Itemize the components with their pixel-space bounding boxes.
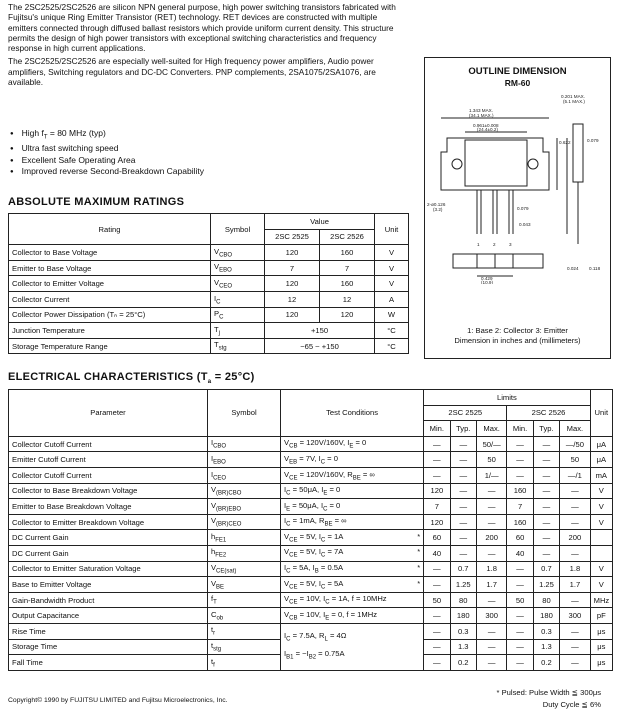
limit-cell: 200	[476, 530, 506, 546]
value-cell: 160	[320, 276, 375, 292]
svg-text:0.118: 0.118	[589, 266, 601, 271]
unit-cell: mA	[590, 467, 612, 483]
ec-header-2sc2525: 2SC 2525	[424, 405, 507, 421]
unit-cell: μs	[590, 655, 612, 671]
symbol-cell: $C_{ob}$	[207, 608, 280, 624]
limit-cell: 300	[476, 608, 506, 624]
symbol-cell: $f_T$	[207, 592, 280, 608]
limit-cell: —	[450, 436, 476, 452]
svg-text:(3.2): (3.2)	[433, 207, 443, 212]
condition-cell: $V_{CB} = 10V$, $I_E = 0$, f = 1MHz	[281, 608, 424, 624]
svg-text:0.043: 0.043	[519, 222, 531, 227]
symbol-cell: $P_C$	[211, 307, 265, 323]
limit-cell: —	[560, 592, 590, 608]
condition-cell: $I_C = 5A$, $I_B = 0.5A$ *	[281, 561, 424, 577]
symbol-cell: $V_{CEO}$	[211, 276, 265, 292]
ec-row	[9, 530, 613, 546]
ec-row	[9, 592, 613, 608]
amr-row	[9, 291, 409, 307]
limit-cell: 7	[424, 499, 450, 515]
unit-cell: V	[375, 276, 409, 292]
parameter-cell: Rise Time	[9, 623, 208, 639]
ec-header-unit: Unit	[590, 390, 612, 437]
rating-cell: Collector to Emitter Voltage	[9, 276, 211, 292]
symbol-cell: $t_f$	[207, 655, 280, 671]
amr-header-2sc2525: 2SC 2525	[265, 229, 320, 245]
limit-cell: —	[424, 436, 450, 452]
ec-header-parameter: Parameter	[9, 390, 208, 437]
limit-cell: —	[560, 483, 590, 499]
limit-cell: —	[560, 639, 590, 655]
limit-cell: 0.3	[450, 623, 476, 639]
unit-cell	[590, 530, 612, 546]
pulse-note: * Pulsed: Pulse Width ≦ 300μs Duty Cycle ≦ 6%	[496, 688, 601, 709]
outline-caption-pins: 1: Base 2: Collector 3: Emitter	[467, 326, 568, 335]
rating-cell: Storage Temperature Range	[9, 338, 211, 354]
rating-cell: Emitter to Base Voltage	[9, 260, 211, 276]
limit-cell: —	[476, 499, 506, 515]
limit-cell: 1.8	[476, 561, 506, 577]
limit-cell: 1.7	[560, 577, 590, 593]
parameter-cell: Collector to Emitter Saturation Voltage	[9, 561, 208, 577]
limit-cell: —	[507, 639, 533, 655]
rating-cell: Collector Power Dissipation (Tₙ = 25°C)	[9, 307, 211, 323]
value-cell: −65 ~ +150	[265, 338, 375, 354]
limit-cell: —	[424, 608, 450, 624]
symbol-cell: $h_{FE1}$	[207, 530, 280, 546]
svg-text:0.024: 0.024	[567, 266, 579, 271]
symbol-cell: $V_{(BR)CBO}$	[207, 483, 280, 499]
limit-cell: —	[507, 452, 533, 468]
intro-paragraph-1: The 2SC2525/2SC2526 are silicon NPN general purpose, high power switching transistors fabricated with Fujitsu's unique Ring Emitter Transistor (RET) technology. RET devices are constructed with multiple emitters connected through diffused ballast resistors which provide uniform current density. This structure permits the design of high power transistors with exceptional switching characteristics and frequency response in high current applications.	[8, 2, 396, 54]
symbol-cell: $I_{CBO}$	[207, 436, 280, 452]
parameter-cell: Collector Cutoff Current	[9, 467, 208, 483]
feature-item: ● Excellent Safe Operating Area	[10, 155, 310, 167]
amr-header-2sc2526: 2SC 2526	[320, 229, 375, 245]
amr-row	[9, 276, 409, 292]
ec-row	[9, 467, 613, 483]
ec-header-min: Min.	[424, 421, 450, 437]
ec-header-symbol: Symbol	[207, 390, 280, 437]
limit-cell: 40	[507, 545, 533, 561]
outline-package: RM-60	[504, 78, 531, 88]
symbol-cell: $T_j$	[211, 323, 265, 339]
parameter-cell: Collector Cutoff Current	[9, 436, 208, 452]
value-cell: +150	[265, 323, 375, 339]
amr-header-unit: Unit	[375, 214, 409, 245]
value-cell: 7	[265, 260, 320, 276]
limit-cell: 0.2	[450, 655, 476, 671]
unit-cell: °C	[375, 338, 409, 354]
limit-cell: —	[450, 483, 476, 499]
ec-row	[9, 545, 613, 561]
limit-cell: 200	[560, 530, 590, 546]
value-cell: 12	[320, 291, 375, 307]
limit-cell: 60	[507, 530, 533, 546]
amr-row	[9, 260, 409, 276]
limit-cell: 0.7	[533, 561, 559, 577]
ec-header-max: Max.	[476, 421, 506, 437]
intro-text	[8, 2, 408, 90]
svg-text:(5.1 MAX.): (5.1 MAX.)	[563, 99, 585, 104]
ec-row	[9, 577, 613, 593]
ec-header-limits: Limits	[424, 390, 590, 406]
unit-cell: μA	[590, 436, 612, 452]
limit-cell: —	[507, 436, 533, 452]
limit-cell: —	[450, 514, 476, 530]
amr-table	[8, 213, 409, 354]
limit-cell: —	[424, 655, 450, 671]
svg-text:0.079: 0.079	[517, 206, 529, 211]
ec-row	[9, 436, 613, 452]
symbol-cell: $t_{stg}$	[207, 639, 280, 655]
svg-text:2: 2	[493, 242, 496, 247]
value-cell: 7	[320, 260, 375, 276]
limit-cell: 40	[424, 545, 450, 561]
symbol-cell: $V_{BE}$	[207, 577, 280, 593]
svg-text:(24.4±0.2): (24.4±0.2)	[477, 127, 498, 132]
value-cell: 120	[265, 245, 320, 261]
limit-cell: 120	[424, 514, 450, 530]
condition-cell: $V_{CE} = 5V$, $I_C = 7A$ *	[281, 545, 424, 561]
unit-cell: μA	[590, 452, 612, 468]
limit-cell: —	[450, 467, 476, 483]
limit-cell: —	[424, 639, 450, 655]
limit-cell: 50	[560, 452, 590, 468]
outline-dimension-box	[424, 57, 611, 359]
feature-item: ● Ultra fast switching speed	[10, 143, 310, 155]
limit-cell: —	[533, 530, 559, 546]
limit-cell: 180	[450, 608, 476, 624]
unit-cell: A	[375, 291, 409, 307]
limit-cell: 120	[424, 483, 450, 499]
limit-cell: —	[533, 514, 559, 530]
amr-row	[9, 323, 409, 339]
limit-cell: —/50	[560, 436, 590, 452]
limit-cell: —	[476, 623, 506, 639]
ec-row	[9, 452, 613, 468]
parameter-cell: DC Current Gain	[9, 530, 208, 546]
condition-cell: $V_{CE} = 120V/160V$, $R_{BE}$ = ∞	[281, 467, 424, 483]
limit-cell: —/1	[560, 467, 590, 483]
limit-cell: —	[476, 483, 506, 499]
limit-cell: 160	[507, 514, 533, 530]
feature-item: ● High $f_T = 80$ MHz (typ)	[10, 128, 310, 143]
limit-cell: —	[533, 545, 559, 561]
limit-cell: —	[560, 545, 590, 561]
ec-row	[9, 608, 613, 624]
unit-cell: μs	[590, 623, 612, 639]
symbol-cell: $V_{CBO}$	[211, 245, 265, 261]
feature-item: ● Improved reverse Second-Breakdown Capability	[10, 166, 310, 178]
limit-cell: 0.2	[533, 655, 559, 671]
amr-header-rating: Rating	[9, 214, 211, 245]
parameter-cell: Base to Emitter Voltage	[9, 577, 208, 593]
limit-cell: —	[507, 577, 533, 593]
svg-text:2-ø0.126: 2-ø0.126	[427, 202, 446, 207]
parameter-cell: Fall Time	[9, 655, 208, 671]
limit-cell: 80	[450, 592, 476, 608]
value-cell: 12	[265, 291, 320, 307]
outline-caption-units: Dimension in inches and (millimeters)	[454, 336, 581, 345]
ec-header-2sc2526: 2SC 2526	[507, 405, 590, 421]
limit-cell: —	[476, 514, 506, 530]
limit-cell: —	[450, 499, 476, 515]
limit-cell: —	[450, 545, 476, 561]
svg-text:0.079: 0.079	[587, 138, 599, 143]
limit-cell: 300	[560, 608, 590, 624]
symbol-cell: $V_{CE(sat)}$	[207, 561, 280, 577]
svg-text:(10.9): (10.9)	[481, 280, 494, 284]
limit-cell: —	[507, 623, 533, 639]
limit-cell: —	[560, 514, 590, 530]
ec-row	[9, 514, 613, 530]
limit-cell: —	[507, 561, 533, 577]
amr-row	[9, 245, 409, 261]
amr-header-value: Value	[265, 214, 375, 230]
limit-cell: 1.25	[533, 577, 559, 593]
limit-cell: —	[476, 592, 506, 608]
limit-cell: —	[507, 655, 533, 671]
unit-cell: W	[375, 307, 409, 323]
unit-cell: V	[375, 245, 409, 261]
limit-cell: —	[424, 577, 450, 593]
ec-header-max: Max.	[560, 421, 590, 437]
unit-cell: V	[590, 483, 612, 499]
parameter-cell: DC Current Gain	[9, 545, 208, 561]
ec-row	[9, 623, 613, 639]
symbol-cell: $T_{stg}$	[211, 338, 265, 354]
limit-cell: 1.7	[476, 577, 506, 593]
condition-cell: $V_{CE} = 5V$, $I_C = 1A$ *	[281, 530, 424, 546]
limit-cell: 50	[507, 592, 533, 608]
svg-text:0.622: 0.622	[559, 140, 571, 145]
ec-row	[9, 483, 613, 499]
unit-cell: °C	[375, 323, 409, 339]
condition-cell: $I_C = 50\mu A$, $I_E = 0$	[281, 483, 424, 499]
ec-title: ELECTRICAL CHARACTERISTICS $(T_a = 25^\circ C)$	[8, 371, 255, 386]
limit-cell: 1.3	[450, 639, 476, 655]
rating-cell: Collector to Base Voltage	[9, 245, 211, 261]
unit-cell	[590, 545, 612, 561]
symbol-cell: $V_{EBO}$	[211, 260, 265, 276]
ec-header-conditions: Test Conditions	[281, 390, 424, 437]
limit-cell: —	[476, 639, 506, 655]
limit-cell: 50/—	[476, 436, 506, 452]
symbol-cell: $I_{EBO}$	[207, 452, 280, 468]
symbol-cell: $V_{(BR)CEO}$	[207, 514, 280, 530]
condition-cell: $V_{CE} = 10V$, $I_C = 1A$, f = 10MHz	[281, 592, 424, 608]
amr-row	[9, 307, 409, 323]
limit-cell: 50	[476, 452, 506, 468]
parameter-cell: Emitter Cutoff Current	[9, 452, 208, 468]
unit-cell: V	[590, 561, 612, 577]
unit-cell: V	[590, 514, 612, 530]
condition-cell: $V_{EB} = 7V$, $I_C = 0$	[281, 452, 424, 468]
unit-cell: V	[590, 499, 612, 515]
package-drawing	[425, 94, 609, 284]
parameter-cell: Storage Time	[9, 639, 208, 655]
limit-cell: —	[424, 452, 450, 468]
parameter-cell: Gain-Bandwidth Product	[9, 592, 208, 608]
limit-cell: —	[476, 655, 506, 671]
svg-text:0.429: 0.429	[481, 276, 493, 281]
ec-header-typ: Typ.	[533, 421, 559, 437]
outline-title: OUTLINE DIMENSION	[468, 66, 567, 77]
value-cell: 160	[320, 245, 375, 261]
limit-cell: 50	[424, 592, 450, 608]
condition-cell: $V_{CB} = 120V/160V$, $I_E = 0$	[281, 436, 424, 452]
limit-cell: —	[450, 452, 476, 468]
limit-cell: 1.25	[450, 577, 476, 593]
limit-cell: —	[533, 436, 559, 452]
limit-cell: —	[533, 467, 559, 483]
limit-cell: 1.3	[533, 639, 559, 655]
condition-cell: $I_C = 1mA$, $R_{BE}$ = ∞	[281, 514, 424, 530]
limit-cell: —	[424, 467, 450, 483]
amr-title: ABSOLUTE MAXIMUM RATINGS	[8, 196, 185, 208]
ec-header-min: Min.	[507, 421, 533, 437]
value-cell: 120	[265, 276, 320, 292]
svg-text:0.201 MAX.: 0.201 MAX.	[561, 94, 586, 99]
feature-list	[10, 128, 310, 178]
dim-label: 1.343 MAX.	[469, 108, 494, 113]
limit-cell: 0.3	[533, 623, 559, 639]
limit-cell: —	[507, 608, 533, 624]
amr-row	[9, 338, 409, 354]
limit-cell: 60	[424, 530, 450, 546]
limit-cell: 7	[507, 499, 533, 515]
parameter-cell: Collector to Emitter Breakdown Voltage	[9, 514, 208, 530]
ec-row	[9, 499, 613, 515]
switching-condition-cell: $I_C = 7.5A$, $R_L = 4\Omega$ $I_{B1} = -I_{B2} = 0.75A$	[281, 623, 424, 670]
symbol-cell: $I_C$	[211, 291, 265, 307]
unit-cell: V	[590, 577, 612, 593]
svg-text:0.961±0.008: 0.961±0.008	[473, 123, 499, 128]
parameter-cell: Output Capacitance	[9, 608, 208, 624]
limit-cell: 160	[507, 483, 533, 499]
symbol-cell: $I_{CEO}$	[207, 467, 280, 483]
copyright: Copyright© 1990 by FUJITSU LIMITED and Fujitsu Microelectronics, Inc.	[8, 697, 228, 704]
intro-paragraph-2: The 2SC2525/2SC2526 are especially well-suited for High frequency power amplifiers, Audio power amplifiers, Switching regulators and DC-DC Converters. PNP complements, 2SA1075/2SA1076, are available.	[8, 56, 376, 88]
symbol-cell: $V_{(BR)EBO}$	[207, 499, 280, 515]
amr-header-symbol: Symbol	[211, 214, 265, 245]
ec-row	[9, 561, 613, 577]
parameter-cell: Collector to Base Breakdown Voltage	[9, 483, 208, 499]
symbol-cell: $t_r$	[207, 623, 280, 639]
limit-cell: —	[560, 499, 590, 515]
limit-cell: 1/—	[476, 467, 506, 483]
limit-cell: —	[424, 623, 450, 639]
limit-cell: 80	[533, 592, 559, 608]
svg-text:(34.1 MAX.): (34.1 MAX.)	[469, 113, 494, 118]
unit-cell: pF	[590, 608, 612, 624]
limit-cell: —	[533, 483, 559, 499]
unit-cell: MHz	[590, 592, 612, 608]
svg-text:3: 3	[509, 242, 512, 247]
unit-cell: V	[375, 260, 409, 276]
limit-cell: —	[450, 530, 476, 546]
value-cell: 120	[265, 307, 320, 323]
limit-cell: —	[560, 655, 590, 671]
condition-cell: $I_E = 50\mu A$, $I_C = 0$	[281, 499, 424, 515]
limit-cell: —	[560, 623, 590, 639]
limit-cell: —	[424, 561, 450, 577]
unit-cell: μs	[590, 639, 612, 655]
rating-cell: Junction Temperature	[9, 323, 211, 339]
limit-cell: 0.7	[450, 561, 476, 577]
limit-cell: 1.8	[560, 561, 590, 577]
condition-cell: $V_{CE} = 5V$, $I_C = 5A$ *	[281, 577, 424, 593]
limit-cell: —	[507, 467, 533, 483]
limit-cell: —	[533, 452, 559, 468]
value-cell: 120	[320, 307, 375, 323]
ec-table	[8, 389, 613, 671]
ec-header-typ: Typ.	[450, 421, 476, 437]
rating-cell: Collector Current	[9, 291, 211, 307]
symbol-cell: $h_{FE2}$	[207, 545, 280, 561]
limit-cell: 180	[533, 608, 559, 624]
limit-cell: —	[476, 545, 506, 561]
svg-text:1: 1	[477, 242, 480, 247]
limit-cell: —	[533, 499, 559, 515]
parameter-cell: Emitter to Base Breakdown Voltage	[9, 499, 208, 515]
